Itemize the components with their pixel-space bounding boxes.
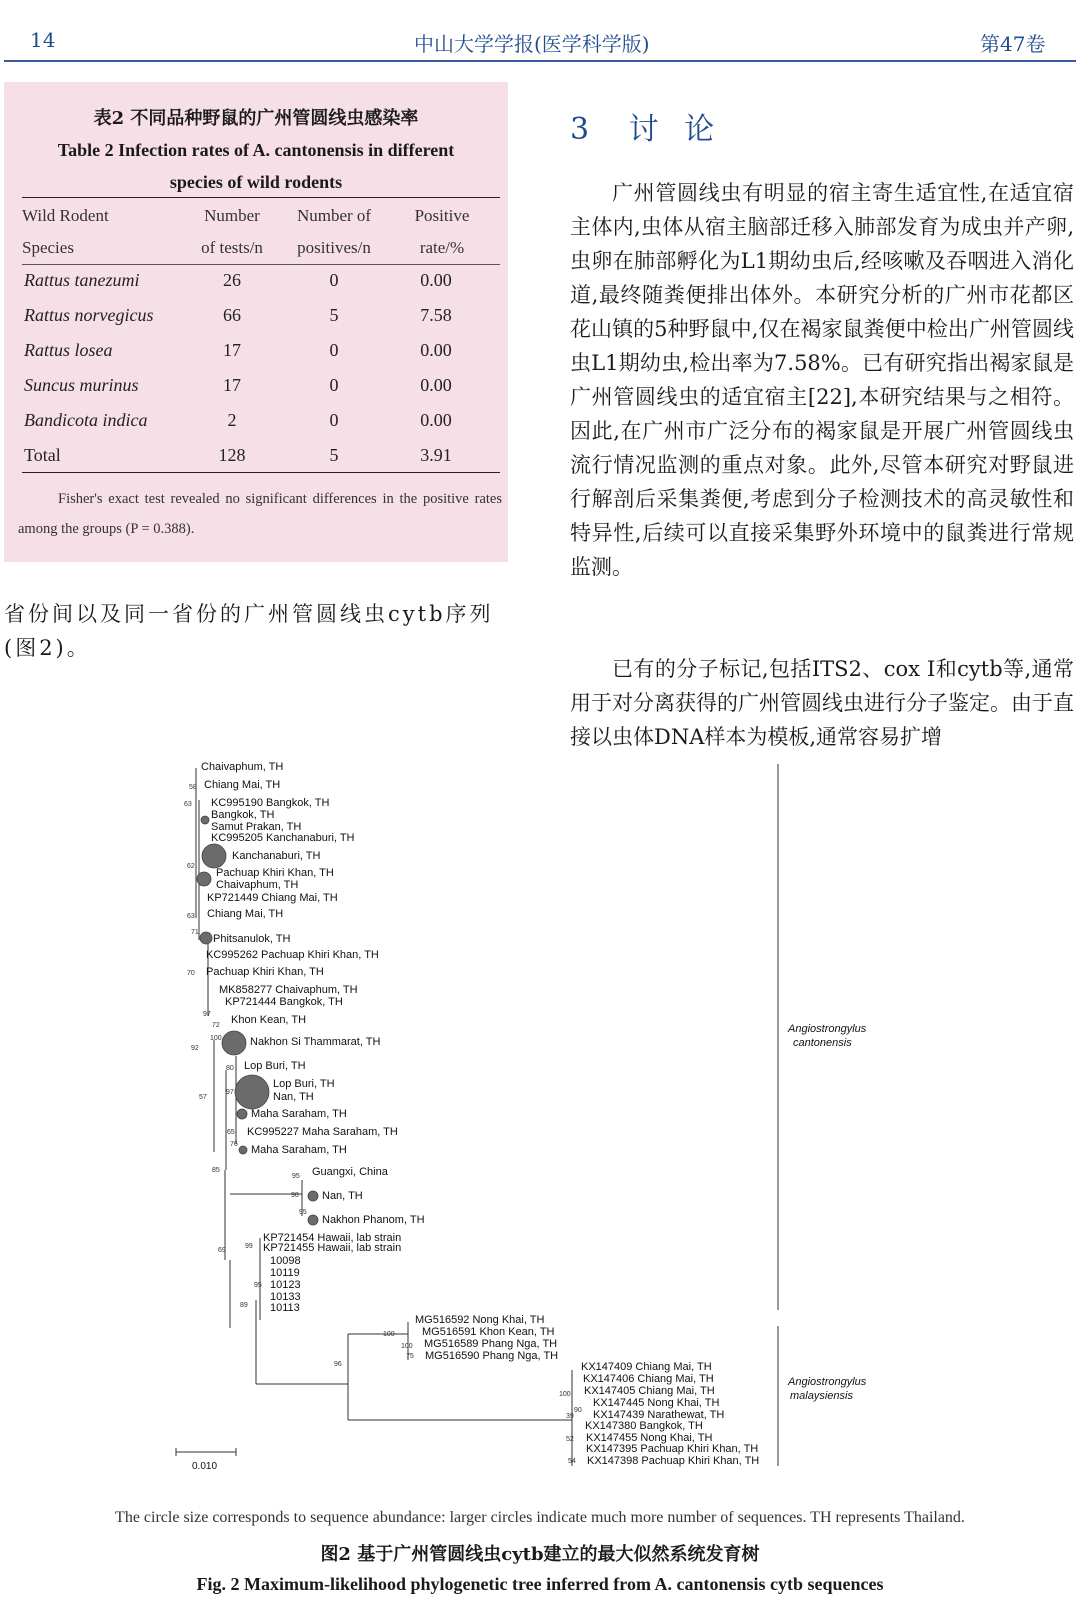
- bootstrap-value: 95: [254, 1282, 262, 1289]
- clade-label-cantonensis-line1: Angiostrongylus: [788, 1023, 867, 1035]
- taxon-label: Chiang Mai, TH: [204, 779, 281, 791]
- taxon-label: KX147380 Bangkok, TH: [585, 1420, 703, 1432]
- taxon-label: Kanchanaburi, TH: [232, 850, 321, 862]
- taxon-label: KC995205 Kanchanaburi, TH: [211, 832, 355, 844]
- taxon-label: KP721454 Hawaii, lab strain: [263, 1232, 402, 1244]
- bootstrap-value: 62: [187, 863, 195, 870]
- bootstrap-value: 100: [210, 1035, 222, 1042]
- taxon-label: MG516589 Phang Nga, TH: [424, 1338, 558, 1350]
- phylogenetic-tree-figure: [0, 760, 1080, 1505]
- bootstrap-value: 39: [566, 1413, 574, 1420]
- bootstrap-value: 80: [226, 1065, 234, 1072]
- bootstrap-value: 89: [240, 1302, 248, 1309]
- volume-label: 第47卷: [980, 32, 1046, 56]
- taxon-label: KC995190 Bangkok, TH: [211, 797, 330, 809]
- bootstrap-value: 69: [218, 1247, 226, 1254]
- discussion-paragraph-2: 已有的分子标记,包括ITS2、cox I和cytb等,通常用于对分离获得的广州管圆线虫进行分子鉴定。由于直接以虫体DNA样本为模板,通常容易扩增: [570, 657, 1074, 749]
- taxon-label: KX147445 Nong Khai, TH: [593, 1397, 720, 1409]
- bootstrap-value: 100: [401, 1343, 413, 1350]
- taxon-label: Maha Saraham, TH: [251, 1108, 347, 1120]
- taxon-label: KP721455 Hawaii, lab strain: [263, 1242, 402, 1254]
- taxon-label: Guangxi, China: [312, 1166, 388, 1178]
- bootstrap-value: 95: [292, 1173, 300, 1180]
- bootstrap-value: 57: [199, 1094, 207, 1101]
- taxon-label: Khon Kean, TH: [231, 1014, 307, 1026]
- taxon-label: KX147439 Narathewat, TH: [593, 1409, 725, 1421]
- table-title-en-line2: species of wild rodents: [169, 172, 343, 192]
- taxon-label: Maha Saraham, TH: [251, 1144, 347, 1156]
- taxon-label: 10133: [270, 1291, 301, 1303]
- taxon-label: KX147405 Chiang Mai, TH: [584, 1385, 715, 1397]
- left-paragraph: 省份间以及同一省份的广州管圆线虫cytb序列(图2)。: [4, 602, 494, 660]
- bootstrap-value: 58: [189, 784, 197, 791]
- running-header: [0, 22, 1080, 58]
- taxon-label: MG516591 Khon Kean, TH: [422, 1326, 555, 1338]
- table-footnote: Fisher's exact test revealed no significant differences in the positive rates among the groups (P = 0.388).: [18, 491, 502, 537]
- bootstrap-value: 65: [227, 1129, 235, 1136]
- taxon-label: 10119: [270, 1267, 300, 1279]
- taxon-label: KX147395 Pachuap Khiri Khan, TH: [586, 1443, 759, 1455]
- taxon-label: Pachuap Khiri Khan, TH: [216, 867, 334, 879]
- table-header-rule: [22, 264, 500, 265]
- discussion-paragraph-1: 广州管圆线虫有明显的宿主寄生适宜性,在适宜宿主体内,虫体从宿主脑部迁移入肺部发育为成虫并产卵,虫卵在肺部孵化为L1期幼虫后,经咳嗽及吞咽进入消化道,最终随粪便排出体外。本研究分析的广州市花都区花山镇的5种野鼠中,仅在褐家鼠粪便中检出广州管圆线虫L1期幼虫,检出率为7.58%。已有研究指出褐家鼠是广州管圆线虫的适宜宿主[22],本研究结果与之相符。因此,在广州市广泛分布的褐家鼠是开展广州管圆线虫流行情况监测的重点对象。此外,尽管本研究对野鼠进行解剖后采集粪便,考虑到分子检测技术的高灵敏性和特异性,后续可以直接采集野外环境中的鼠粪进行常规监测。: [570, 181, 1074, 579]
- table-title-zh: 表2 不同品种野鼠的广州管圆线虫感染率: [93, 108, 419, 129]
- section-heading: [570, 104, 722, 148]
- taxon-label: Chaivaphum, TH: [201, 761, 284, 773]
- clade-label-malaysiensis-line1: Angiostrongylus: [788, 1376, 867, 1388]
- bootstrap-value: 54: [568, 1458, 576, 1465]
- col-header-rate: Positive rate/%: [414, 206, 470, 257]
- bootstrap-value: 100: [383, 1331, 395, 1338]
- taxon-label: KX147409 Chiang Mai, TH: [581, 1361, 712, 1373]
- section-title: 讨 论: [628, 112, 723, 147]
- section-number: 3: [570, 112, 598, 147]
- bootstrap-value: 98: [291, 1192, 299, 1199]
- bootstrap-value: 97: [226, 1089, 234, 1096]
- bootstrap-value: 90: [574, 1407, 582, 1414]
- taxon-label: Pachuap Khiri Khan, TH: [206, 966, 324, 978]
- scale-bar-label: 0.010: [192, 1461, 218, 1472]
- col-header-positives: Number of positives/n: [296, 206, 372, 257]
- bootstrap-value: 92: [191, 1045, 199, 1052]
- taxon-label: KX147406 Chiang Mai, TH: [583, 1373, 714, 1385]
- table-title-en: [4, 134, 508, 198]
- journal-name: 中山大学学报(医学科学版): [414, 32, 650, 56]
- bootstrap-value: 100: [559, 1391, 571, 1398]
- taxon-label: MG516590 Phang Nga, TH: [425, 1350, 559, 1362]
- taxon-label: 10123: [270, 1279, 301, 1291]
- taxon-label: Samut Prakan, TH: [211, 821, 302, 833]
- bootstrap-value: 75: [406, 1353, 414, 1360]
- bootstrap-value: 96: [334, 1361, 342, 1368]
- clade-label-malaysiensis-line2: malaysiensis: [790, 1390, 853, 1402]
- taxon-label: KX147398 Pachuap Khiri Khan, TH: [587, 1455, 760, 1467]
- taxon-label: Nakhon Si Thammarat, TH: [250, 1036, 381, 1048]
- taxon-label: Lop Buri, TH: [244, 1060, 306, 1072]
- page-number: 14: [30, 28, 56, 52]
- taxon-label: KP721444 Bangkok, TH: [225, 996, 343, 1008]
- taxon-labels: [201, 761, 759, 1467]
- col-header-tests: Number of tests/n: [201, 206, 263, 257]
- figure-caption-zh: 图2 基于广州管圆线虫cytb建立的最大似然系统发育树: [320, 1544, 760, 1565]
- figure-note: The circle size corresponds to sequence abundance: larger circles indicate much more number of sequences. TH represents Thailand.: [115, 1509, 965, 1526]
- bootstrap-value: 97: [203, 1011, 211, 1018]
- bootstrap-value: 95: [299, 1209, 307, 1216]
- bootstrap-value: 72: [212, 1022, 220, 1029]
- bootstrap-value: 99: [245, 1243, 253, 1250]
- taxon-label: 10113: [270, 1302, 300, 1314]
- bootstrap-value: 85: [212, 1167, 220, 1174]
- table-title-en-line1: Table 2 Infection rates of A. cantonensis in different: [57, 140, 455, 160]
- clade-label-cantonensis-line2: cantonensis: [793, 1037, 852, 1049]
- table-top-rule: [22, 197, 500, 198]
- taxon-label: KP721449 Chiang Mai, TH: [207, 892, 338, 904]
- taxon-label: Chaivaphum, TH: [216, 879, 299, 891]
- bootstrap-value: 52: [566, 1436, 574, 1443]
- taxon-label: KC995262 Pachuap Khiri Khan, TH: [206, 949, 379, 961]
- taxon-label: 10098: [270, 1255, 301, 1267]
- taxon-label: Nan, TH: [273, 1091, 314, 1103]
- taxon-label: Nan, TH: [322, 1190, 363, 1202]
- taxon-label: Nakhon Phanom, TH: [322, 1214, 425, 1226]
- taxon-label: KC995227 Maha Saraham, TH: [247, 1126, 398, 1138]
- taxon-label: Phitsanulok, TH: [213, 933, 291, 945]
- bootstrap-value: 63: [184, 801, 192, 808]
- taxon-label: Lop Buri, TH: [273, 1078, 335, 1090]
- bootstrap-value: 76: [230, 1141, 238, 1148]
- bootstrap-value: 70: [187, 970, 195, 977]
- bootstrap-value: 63: [187, 913, 195, 920]
- clade-labels: [787, 1023, 867, 1402]
- taxon-label: Bangkok, TH: [211, 809, 275, 821]
- header-rule: [4, 60, 1076, 62]
- table-2-box: 表2 不同品种野鼠的广州管圆线虫感染率 Table 2 Infection rates of A. cantonensis in different species of wild rodents Wild Rodent Species Number of tests/n Number of positives/n Positive rate/% Rattus tanezumi 26 0 0.00 Rattus norvegicus 66 5 7.58 Rattus losea 17 0 0.00 Suncus murinus 17 0 0.00 Bandicota indica 2 0 0.00 Total 128 5 3.91 Fisher's exact test revealed no significant differences in the positive rates among the groups (P = 0.388).: [4, 82, 508, 562]
- taxon-label: MK858277 Chaivaphum, TH: [219, 984, 358, 996]
- table-bottom-rule: [22, 472, 500, 473]
- col-header-species: Wild Rodent Species: [22, 206, 109, 257]
- figure-caption-en: Fig. 2 Maximum-likelihood phylogenetic tree inferred from A. cantonensis cytb sequences: [196, 1574, 884, 1594]
- taxon-label: Chiang Mai, TH: [207, 908, 284, 920]
- taxon-label: KX147455 Nong Khai, TH: [586, 1432, 713, 1444]
- taxon-label: MG516592 Nong Khai, TH: [415, 1314, 545, 1326]
- bootstrap-value: 71: [191, 929, 199, 936]
